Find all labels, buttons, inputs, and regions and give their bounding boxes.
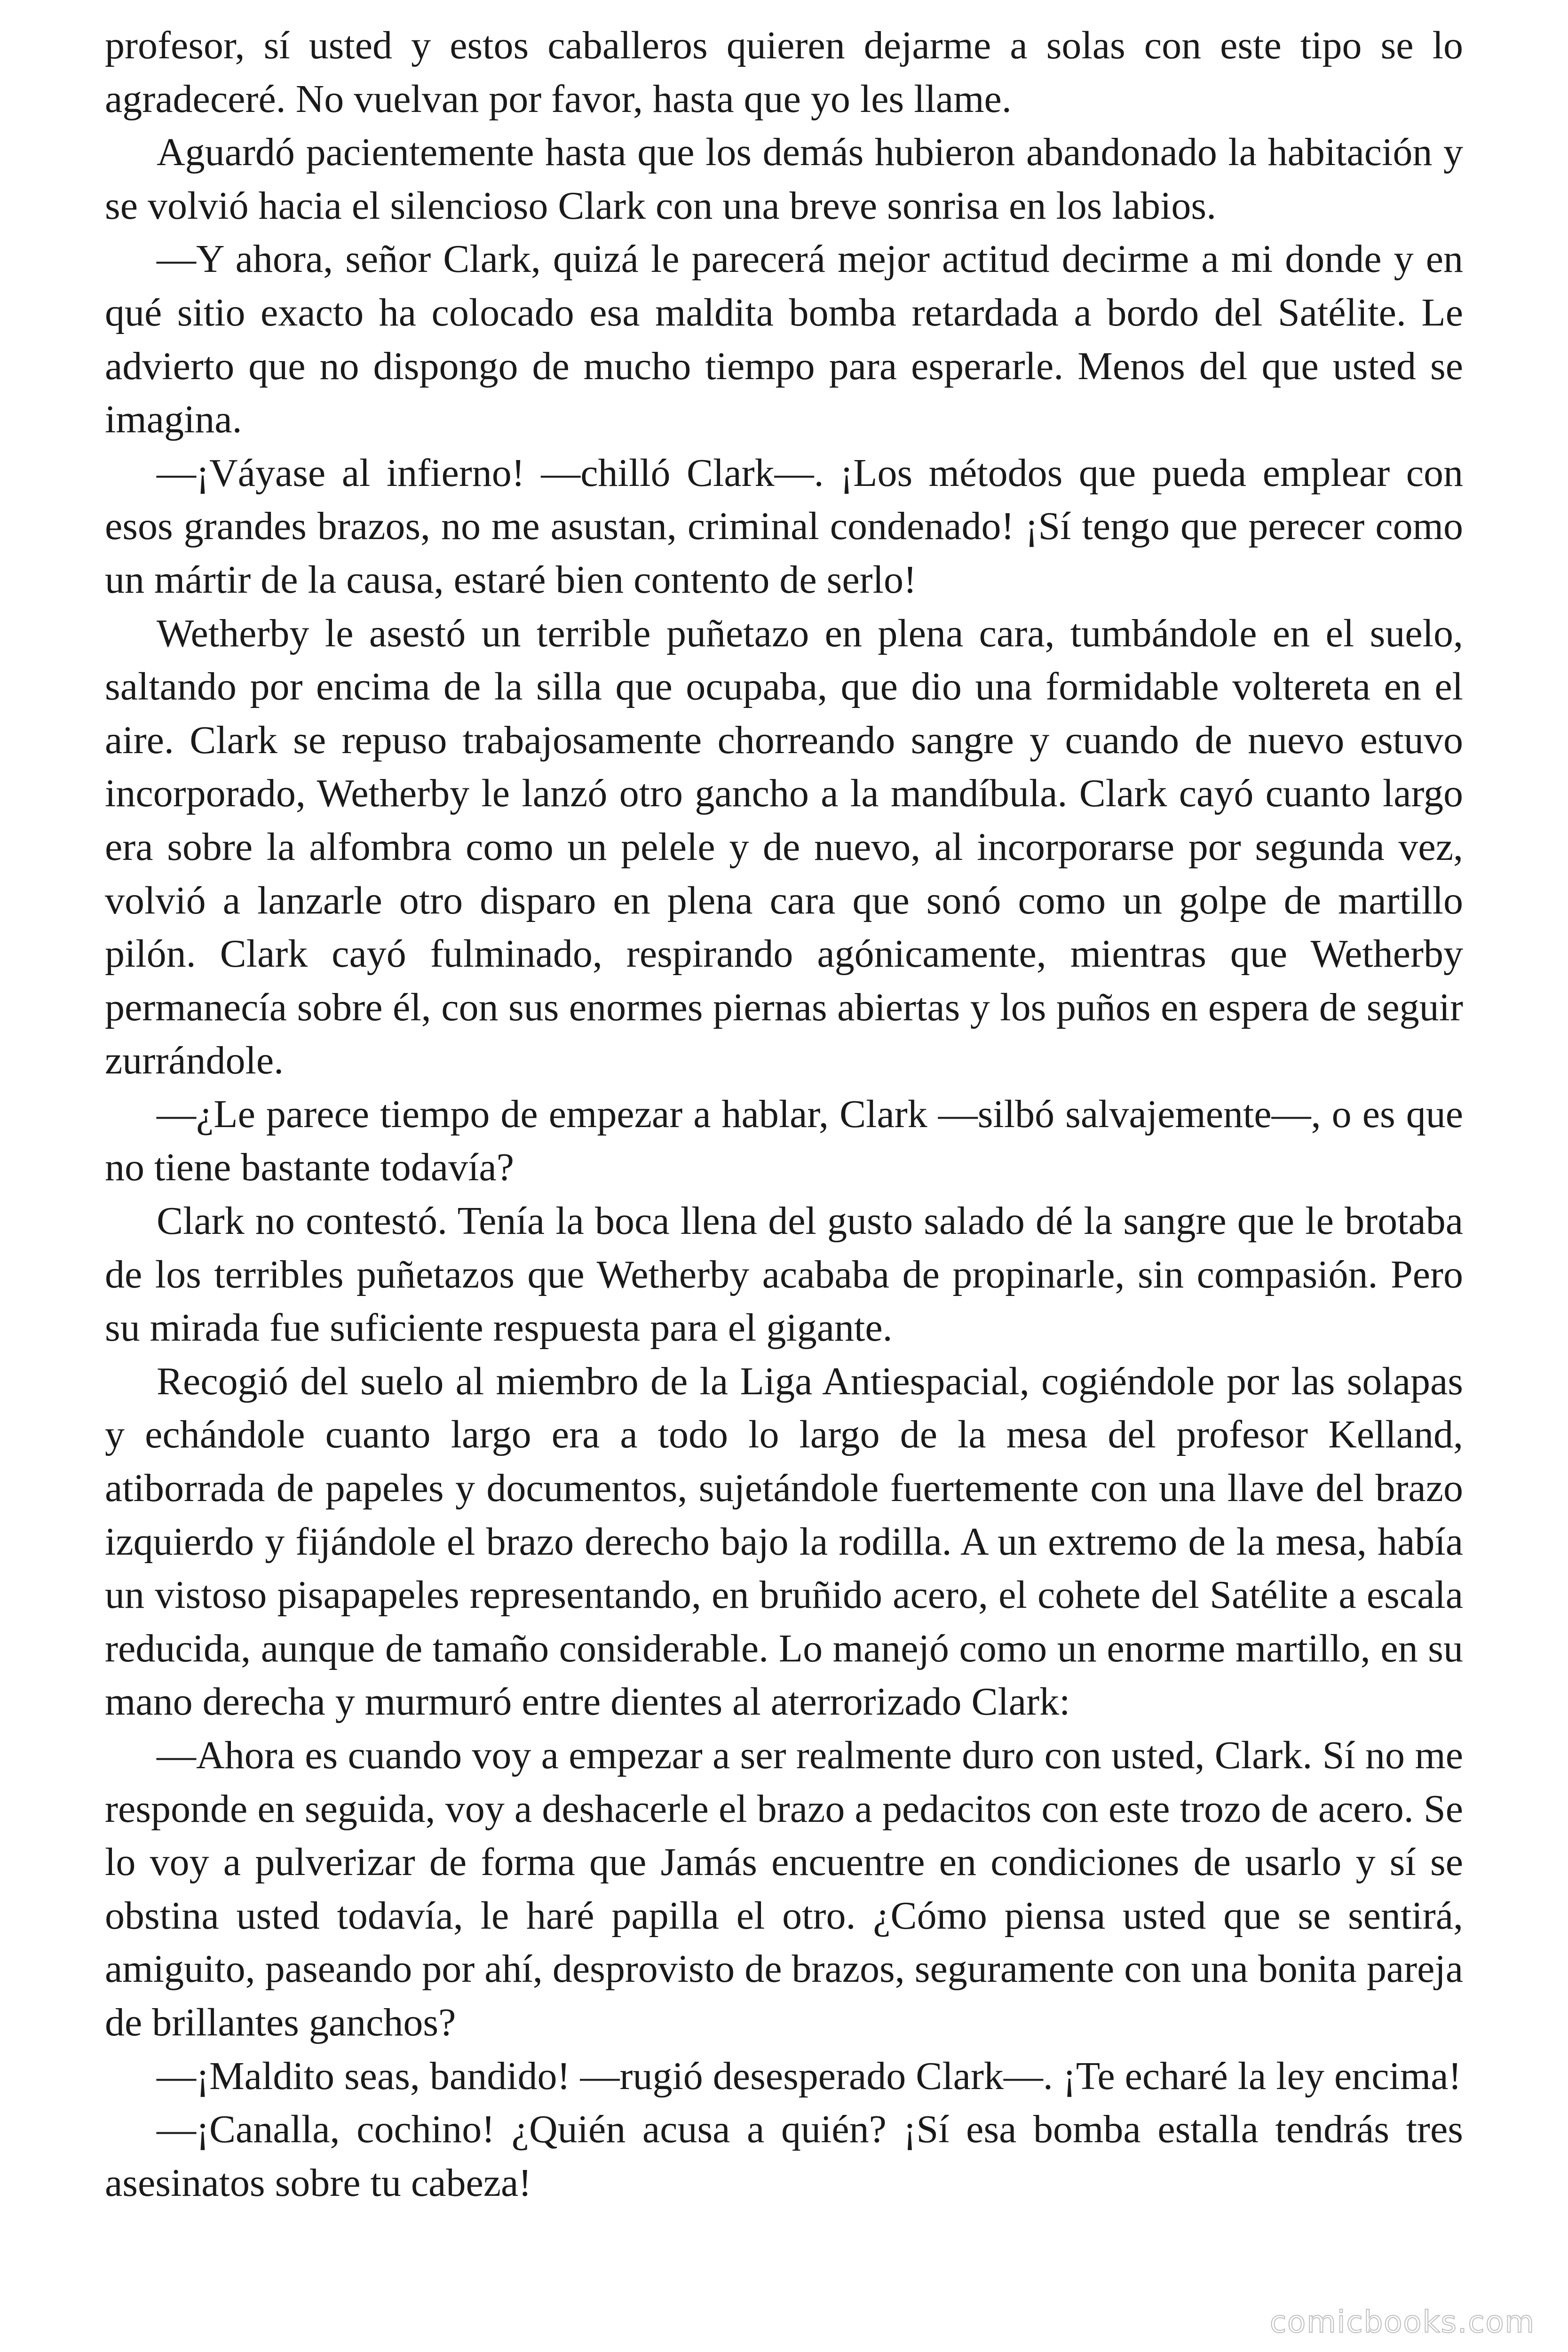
paragraph-6: —¿Le parece tiempo de empezar a hablar, Clark —silbó salvajemente—, o es que no tiene bastante todavía?: [105, 1092, 1463, 1190]
paragraph-7: Clark no contestó. Tenía la boca llena del gusto salado dé la sangre que le brotaba de los terribles puñetazos que Wetherby acababa de propinarle, sin compasión. Pero su mirada fue suficiente respuesta para el gigante.: [105, 1199, 1463, 1350]
paragraph-3: —Y ahora, señor Clark, quizá le parecerá mejor actitud decirme a mi donde y en qué sitio exacto ha colocado esa maldita bomba retardada a bordo del Satélite. Le advierto que no dispongo de mucho tiempo para esperarle. Menos del que usted se imagina.: [105, 237, 1463, 442]
paragraph-9: —Ahora es cuando voy a empezar a ser realmente duro con usted, Clark. Sí no me responde en seguida, voy a deshacerle el brazo a pedacitos con este trozo de acero. Se lo voy a pulverizar de forma que Jamás encuentre en condiciones de usarlo y sí se obstina usted todavía, le haré papilla el otro. ¿Cómo piensa usted que se sentirá, amiguito, paseando por ahí, desprovisto de brazos, seguramente con una bonita pareja de brillantes ganchos?: [105, 1733, 1463, 2044]
watermark: comicbooks.com: [1269, 2305, 1535, 2340]
paragraph-10: —¡Maldito seas, bandido! —rugió desesperado Clark—. ¡Te echaré la ley encima!: [157, 2054, 1462, 2098]
paragraph-8: Recogió del suelo al miembro de la Liga Antiespacial, cogiéndole por las solapas y echándole cuanto largo era a todo lo largo de la mesa del profesor Kelland, atiborrada de papeles y documentos, sujetándole fuertemente con una llave del brazo izquierdo y fijándole el brazo derecho bajo la rodilla. A un extremo de la mesa, había un vistoso pisapapeles representando, en bruñido acero, el cohete del Satélite a escala reducida, aunque de tamaño considerable. Lo manejó como un enorme martillo, en su mano derecha y murmuró entre dientes al aterrorizado Clark:: [105, 1359, 1463, 1724]
paragraph-11: —¡Canalla, cochino! ¿Quién acusa a quién? ¡Sí esa bomba estalla tendrás tres asesinatos sobre tu cabeza!: [105, 2107, 1463, 2205]
paragraph-2: Aguardó pacientemente hasta que los demás hubieron abandonado la habitación y se volvió hacia el silencioso Clark con una breve sonrisa en los labios.: [105, 130, 1463, 228]
book-page-text: [105, 19, 1463, 2209]
paragraph-5: Wetherby le asestó un terrible puñetazo en plena cara, tumbándole en el suelo, saltando por encima de la silla que ocupaba, que dio una formidable voltereta en el aire. Clark se repuso trabajosamente chorreando sangre y cuando de nuevo estuvo incorporado, Wetherby le lanzó otro gancho a la mandíbula. Clark cayó cuanto largo era sobre la alfombra como un pelele y de nuevo, al incorporarse por segunda vez, volvió a lanzarle otro disparo en plena cara que sonó como un golpe de martillo pilón. Clark cayó fulminado, respirando agónicamente, mientras que Wetherby permanecía sobre él, con sus enormes piernas abiertas y los puños en espera de seguir zurrándole.: [105, 611, 1463, 1083]
paragraph-1: profesor, sí usted y estos caballeros quieren dejarme a solas con este tipo se lo agradeceré. No vuelvan por favor, hasta que yo les llame.: [105, 24, 1463, 121]
paragraph-4: —¡Váyase al infierno! —chilló Clark—. ¡Los métodos que pueda emplear con esos grandes brazos, no me asustan, criminal condenado! ¡Sí tengo que perecer como un mártir de la causa, estaré bien contento de serlo!: [105, 451, 1463, 602]
